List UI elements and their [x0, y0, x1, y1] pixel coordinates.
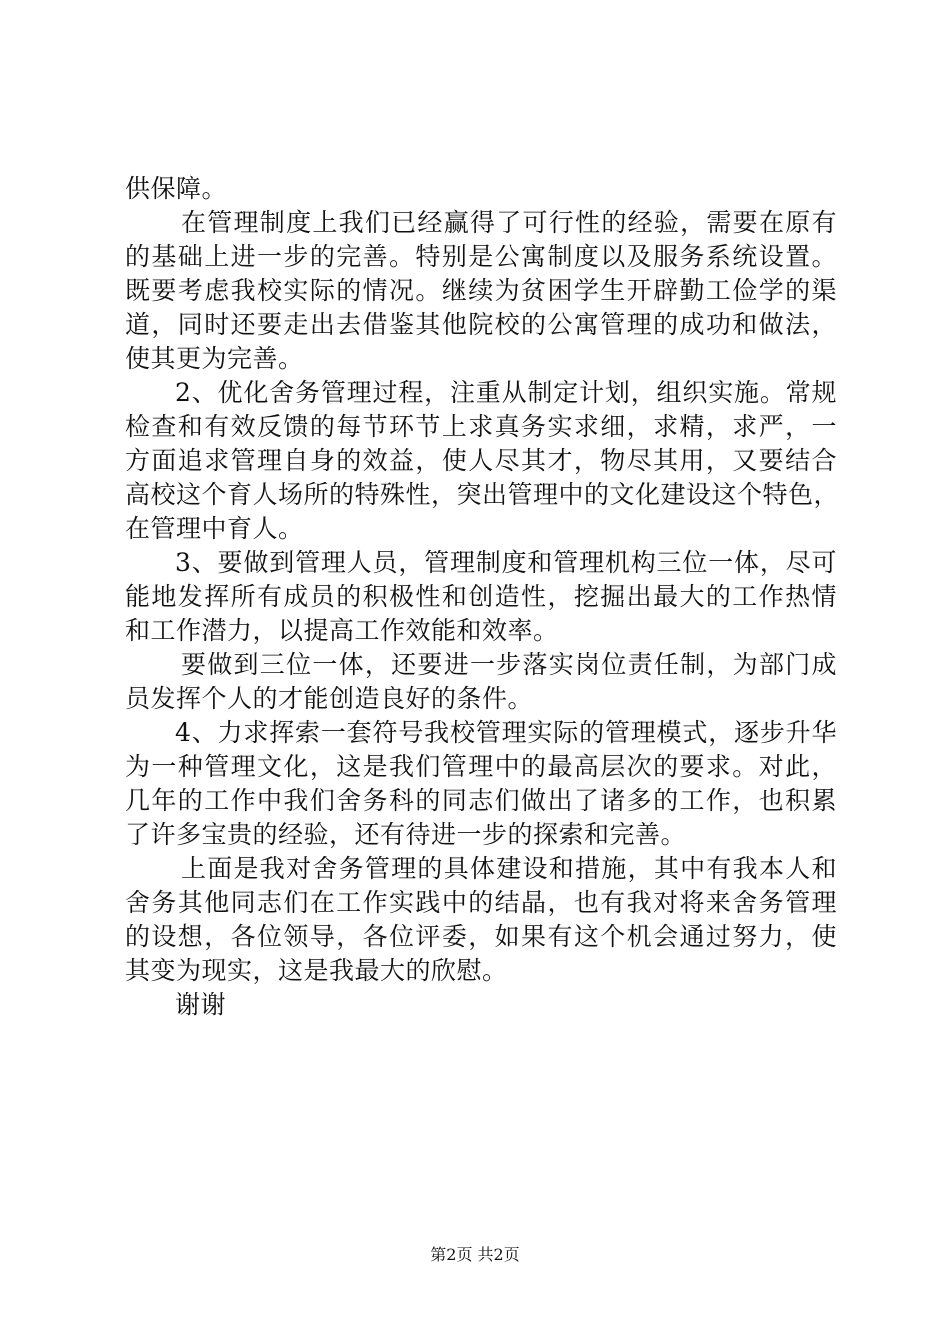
text-line: 的设想，各位领导，各位评委，如果有这个机会通过努力，使: [125, 922, 837, 951]
text-line: 使其更为完善。: [125, 344, 304, 373]
text-line: 供保障。: [125, 174, 228, 203]
text-line: 道，同时还要走出去借鉴其他院校的公寓管理的成功和做法，: [125, 310, 837, 339]
text-line: 其变为现实，这是我最大的欣慰。: [125, 956, 508, 985]
text-line: 舍务其他同志们在工作实践中的结晶，也有我对将来舍务管理: [125, 888, 837, 917]
text-line: 既要考虑我校实际的情况。继续为贫困学生开辟勤工俭学的渠: [125, 276, 837, 305]
text-line: 为一种管理文化，这是我们管理中的最高层次的要求。对此，: [125, 752, 837, 781]
text-line: 了许多宝贵的经验，还有待进一步的探索和完善。: [125, 820, 687, 849]
page-number-footer: 第2页 共2页: [430, 1245, 520, 1264]
paragraph-first-line: 4、力求挥索一套符号我校管理实际的管理模式，逐步升华: [175, 718, 837, 747]
paragraph-first-line: 在管理制度上我们已经赢得了可行性的经验，需要在原有: [181, 208, 837, 237]
text-line: 在管理中育人。: [125, 514, 304, 543]
paragraph-first-line: 3、要做到管理人员，管理制度和管理机构三位一体，尽可: [175, 548, 837, 577]
text-line: 检查和有效反馈的每节环节上求真务实求细，求精，求严，一: [125, 412, 837, 441]
text-line: 高校这个育人场所的特殊性，突出管理中的文化建设这个特色，: [125, 480, 840, 509]
paragraph-first-line: 上面是我对舍务管理的具体建设和措施，其中有我本人和: [181, 854, 837, 883]
text-line: 的基础上进一步的完善。特别是公寓制度以及服务系统设置。: [125, 242, 837, 271]
closing-line: 谢谢: [175, 990, 227, 1019]
text-line: 几年的工作中我们舍务科的同志们做出了诸多的工作，也积累: [125, 786, 837, 815]
text-line: 能地发挥所有成员的积极性和创造性，挖掘出最大的工作热情: [125, 582, 837, 611]
text-line: 员发挥个人的才能创造良好的条件。: [125, 684, 534, 713]
paragraph-first-line: 2、优化舍务管理过程，注重从制定计划，组织实施。常规: [175, 378, 837, 407]
text-line: 和工作潜力，以提高工作效能和效率。: [125, 616, 559, 645]
document-body: [125, 172, 840, 1022]
text-line: 方面追求管理自身的效益，使人尽其才，物尽其用，又要结合: [125, 446, 837, 475]
paragraph-first-line: 要做到三位一体，还要进一步落实岗位责任制，为部门成: [181, 650, 837, 679]
